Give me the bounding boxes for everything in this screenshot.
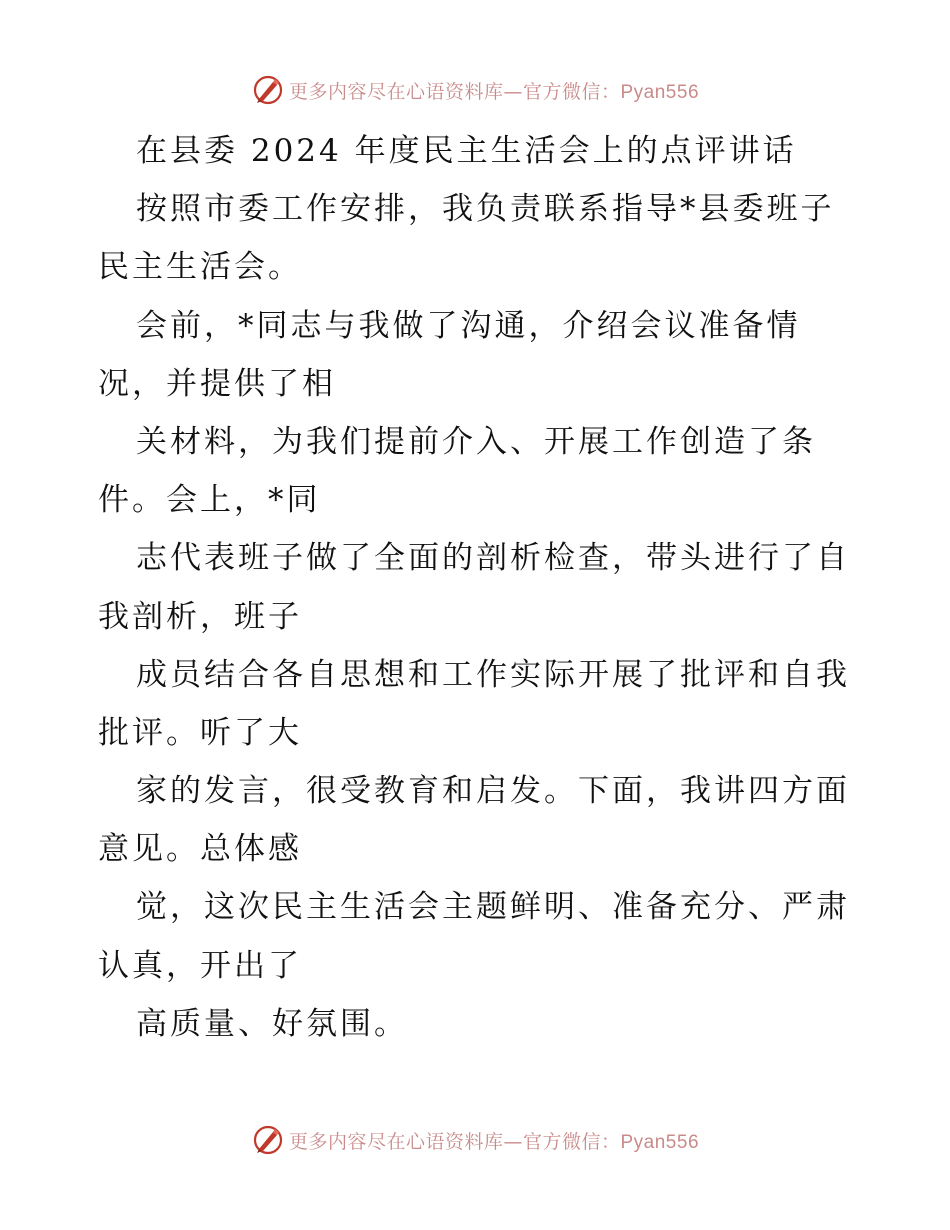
watermark-text: 更多内容尽在心语资料库—官方微信：Pyan556 <box>288 1130 700 1153</box>
paragraph-line: 志代表班子做了全面的剖析检查，带头进行了自 <box>136 540 850 577</box>
watermark-text: 更多内容尽在心语资料库—官方微信：Pyan556 <box>288 80 700 103</box>
paragraph-line: 会前，*同志与我做了沟通，介绍会议准备情 <box>136 307 801 344</box>
paragraph-line: 我剖析，班子 <box>98 598 302 635</box>
paragraph-line: 意见。总体感 <box>98 831 302 868</box>
watermark-wechat-id: Pyan556 <box>620 1131 700 1153</box>
paragraph-line: 高质量、好氛围。 <box>136 1005 408 1042</box>
paragraph-line: 认真，开出了 <box>98 947 302 984</box>
paragraph-line: 觉，这次民主生活会主题鲜明、准备充分、严肃 <box>136 889 850 926</box>
watermark-wechat-id: Pyan556 <box>620 81 700 103</box>
header-watermark <box>0 70 950 110</box>
paragraph-line: 民主生活会。 <box>98 249 302 286</box>
footer-watermark <box>0 1120 950 1160</box>
document-title: 在县委 2024 年度民主生活会上的点评讲话 <box>136 133 797 169</box>
paragraph-line: 况，并提供了相 <box>98 365 336 402</box>
paragraph-line: 关材料，为我们提前介入、开展工作创造了条 <box>136 423 816 460</box>
pen-logo-icon <box>251 1123 285 1157</box>
paragraph-line: 按照市委工作安排，我负责联系指导*县委班子 <box>136 191 835 228</box>
document-body <box>98 122 878 1053</box>
paragraph-line: 成员结合各自思想和工作实际开展了批评和自我 <box>136 656 850 693</box>
paragraph-line: 家的发言，很受教育和启发。下面，我讲四方面 <box>136 773 850 810</box>
paragraph-line: 件。会上，*同 <box>98 482 321 519</box>
pen-logo-icon <box>251 73 285 107</box>
paragraph-line: 批评。听了大 <box>98 714 302 751</box>
